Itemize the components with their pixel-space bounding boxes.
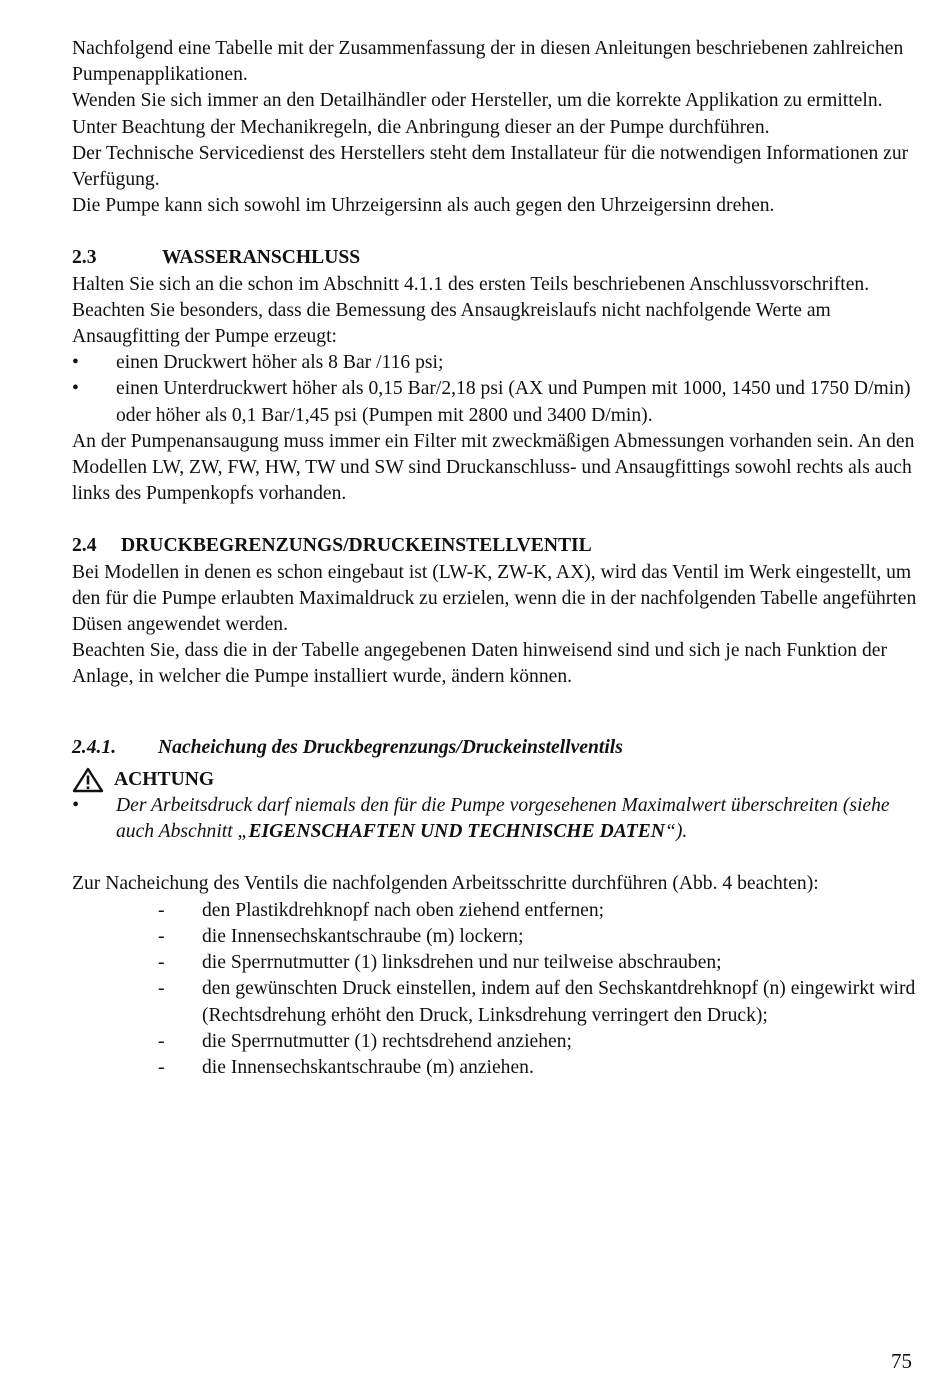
section-number: 2.3	[72, 247, 97, 269]
procedure-intro: Zur Nacheichung des Ventils die nachfolgenden Arbeitsschritte durchführen (Abb. 4 beachten):	[72, 873, 819, 895]
bullet-symbol: •	[72, 352, 79, 374]
section-2-4-1-heading	[72, 735, 922, 761]
section-2-4-paragraph: Beachten Sie, dass die in der Tabelle angegebenen Daten hinweisend sind und sich je nach Funktion der Anlage, in welcher die Pumpe installiert wurde, ändern können.	[72, 640, 887, 688]
document-page	[72, 36, 922, 1081]
procedure-steps	[158, 898, 922, 1081]
step-symbol: -	[158, 1056, 165, 1078]
bullet-symbol: •	[72, 378, 79, 400]
step-text: die Innensechskantschraube (m) anziehen.	[202, 1056, 534, 1078]
step-text: den Plastikdrehknopf nach oben ziehend entfernen;	[202, 899, 605, 921]
section-title: Nacheichung des Druckbegrenzungs/Druckeinstellventils	[158, 736, 623, 758]
intro-paragraph: Wenden Sie sich immer an den Detailhändler oder Hersteller, um die korrekte Applikation zu ermitteln.	[72, 90, 883, 112]
section-number: 2.4.1.	[72, 736, 117, 758]
step-text: die Sperrnutmutter (1) rechtsdrehend anziehen;	[202, 1030, 572, 1052]
step-symbol: -	[158, 978, 165, 1000]
step-symbol: -	[158, 952, 165, 974]
step-text: die Innensechskantschraube (m) lockern;	[202, 925, 524, 947]
section-2-4-heading	[72, 533, 922, 559]
procedure-step	[158, 1055, 922, 1081]
procedure-step	[158, 1029, 922, 1055]
section-2-3-heading	[72, 245, 922, 271]
bullet-symbol: •	[72, 795, 79, 817]
warning-bullet	[72, 793, 922, 845]
section-2-4-paragraph: Bei Modellen in denen es schon eingebaut ist (LW-K, ZW-K, AX), wird das Ventil im Werk eingestellt, um den für die Pumpe erlaubten Maximaldruck zu erzielen, wenn die in der nachfolgenden Tabelle angeführten Düsen angewendet werden.	[72, 561, 917, 636]
intro-paragraph: Der Technische Servicedienst des Herstellers steht dem Installateur für die notwendigen Informationen zur Verfügung.	[72, 142, 909, 191]
step-symbol: -	[158, 1030, 165, 1052]
warning-triangle-icon	[72, 767, 104, 793]
warning-heading	[72, 767, 922, 793]
step-text: die Sperrnutmutter (1) linksdrehen und nur teilweise abschrauben;	[202, 952, 722, 974]
bullet-text: einen Unterdruckwert höher als 0,15 Bar/2,18 psi (AX und Pumpen mit 1000, 1450 und 1750 D/min) oder höher als 0,1 Bar/1,45 psi (Pumpen mit 2800 und 3400 D/min).	[116, 378, 911, 426]
section-title: DRUCKBEGRENZUNGS/DRUCKEINSTELLVENTIL	[121, 535, 592, 557]
section-title: WASSERANSCHLUSS	[162, 247, 361, 269]
step-symbol: -	[158, 899, 165, 921]
section-number: 2.4	[72, 535, 97, 557]
procedure-step	[158, 950, 922, 976]
section-2-3-lead: Halten Sie sich an die schon im Abschnitt 4.1.1 des ersten Teils beschriebenen Anschlussvorschriften. Beachten Sie besonders, dass die Bemessung des Ansaugkreislaufs nicht nachfolgende Werte am Ansaugfitting der Pumpe erzeugt:	[72, 273, 870, 348]
procedure-step	[158, 924, 922, 950]
intro-paragraph: Die Pumpe kann sich sowohl im Uhrzeigersinn als auch gegen den Uhrzeigersinn drehen.	[72, 195, 775, 217]
bullet-text: einen Druckwert höher als 8 Bar /116 psi;	[116, 352, 444, 374]
bullet-item	[72, 376, 922, 428]
warning-text-pre: Der Arbeitsdruck darf niemals den für die Pumpe vorgesehenen Maximalwert überschreiten (siehe auch Abschnitt „	[116, 795, 890, 843]
step-text: den gewünschten Druck einstellen, indem auf den Sechskantdrehknopf (n) eingewirkt wird (Rechtsdrehung erhöht den Druck, Linksdrehung verringert den Druck);	[202, 978, 916, 1026]
step-symbol: -	[158, 925, 165, 947]
warning-text-bold: EIGENSCHAFTEN UND TECHNISCHE DATEN	[248, 821, 665, 843]
warning-label: ACHTUNG	[114, 768, 215, 790]
intro-paragraph: Unter Beachtung der Mechanikregeln, die Anbringung dieser an der Pumpe durchführen.	[72, 116, 770, 138]
bullet-item	[72, 350, 922, 376]
page-number: 75	[891, 1349, 912, 1373]
section-2-3-tail: An der Pumpenansaugung muss immer ein Filter mit zweckmäßigen Abmessungen vorhanden sein. An den Modellen LW, ZW, FW, HW, TW und SW sind Druckanschluss- und Ansaugfittings sowohl rechts als auch links des Pumpenkopfs vorhanden.	[72, 430, 915, 505]
warning-text-post: “).	[664, 821, 688, 843]
procedure-step	[158, 898, 922, 924]
intro-paragraph: Nachfolgend eine Tabelle mit der Zusammenfassung der in diesen Anleitungen beschriebenen zahlreichen Pumpenapplikationen.	[72, 38, 904, 86]
procedure-step	[158, 976, 922, 1028]
